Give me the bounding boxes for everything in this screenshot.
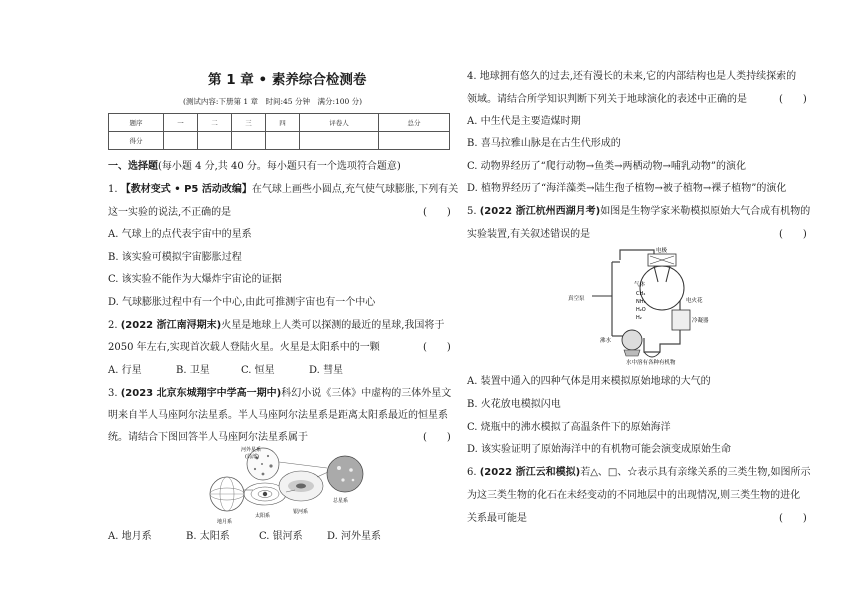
label-condenser: 冷凝器 bbox=[692, 318, 709, 324]
label-solar-system: 太阳系 bbox=[255, 513, 271, 519]
q2-number: 2. bbox=[108, 320, 121, 331]
q3-source: (2023 北京东城翔宇中学高一期中) bbox=[120, 388, 282, 399]
q1-option-d: D. 气球膨胀过程中有一个中心,由此可推测宇宙也有一个中心 bbox=[108, 297, 376, 308]
table-row bbox=[109, 132, 450, 150]
label-organic-water: 水中溶有各种有机物 bbox=[626, 360, 676, 366]
boiling-flask bbox=[622, 330, 642, 350]
q1-stem-line2: 这一实验的说法,不正确的是 bbox=[108, 207, 232, 218]
label-h2: H₂ bbox=[636, 315, 642, 321]
score-table-cell: 得分 bbox=[109, 132, 164, 150]
q5-number: 5. bbox=[467, 206, 480, 217]
q4-option-d: D. 植物界经历了“海洋藻类→陆生孢子植物→被子植物→裸子植物”的演化 bbox=[467, 183, 787, 194]
miller-experiment-diagram bbox=[562, 242, 727, 366]
label-milky-way: 银河系 bbox=[293, 509, 309, 515]
label-extragalactic: 河外星系 bbox=[241, 447, 262, 453]
score-table-cell: 二 bbox=[198, 114, 232, 132]
score-table-cell bbox=[164, 132, 198, 150]
q3-option-c: C. 银河系 bbox=[259, 531, 303, 542]
milky-way-figure bbox=[279, 471, 323, 501]
q1-number: 1. bbox=[108, 184, 121, 195]
q5-stem-line1 bbox=[467, 205, 810, 218]
condenser bbox=[672, 310, 690, 330]
q3-stem-line1 bbox=[108, 387, 451, 400]
label-earth-moon: 地月系 bbox=[217, 519, 233, 525]
score-table-cell: 总分 bbox=[379, 114, 450, 132]
q6-stem-line2: 为这三类生物的化石在未经变动的不同地层中的出现情况,则三类生物的进化 bbox=[467, 490, 801, 501]
section-heading-rest: (每小题 4 分,共 40 分。每小题只有一个选项符合题意) bbox=[158, 161, 401, 172]
label-total-galaxy: 总星系 bbox=[333, 498, 349, 504]
q3-answer-paren: ( ) bbox=[423, 432, 451, 443]
reaction-flask bbox=[640, 266, 684, 310]
score-table bbox=[108, 113, 450, 150]
q6-stem-line3: 关系最可能是 bbox=[467, 513, 527, 524]
score-table-cell: 一 bbox=[164, 114, 198, 132]
label-ch4: CH₄ bbox=[636, 291, 646, 297]
q6-number: 6. bbox=[467, 467, 480, 478]
galaxy-hierarchy-diagram bbox=[205, 444, 385, 528]
label-nh3: NH₃ bbox=[636, 299, 646, 305]
q4-option-a: A. 中生代是主要造煤时期 bbox=[467, 116, 581, 127]
section-heading-bold: 一、选择题 bbox=[108, 161, 158, 172]
label-boiling-water: 沸水 bbox=[600, 338, 612, 344]
page-title: 第 1 章 • 素养综合检测卷 bbox=[208, 72, 367, 88]
score-table-cell bbox=[300, 132, 379, 150]
q3-number: 3. bbox=[108, 388, 121, 399]
q2-stem1: 火星是地球上人类可以探测的最近的星球,我国将于 bbox=[221, 320, 445, 331]
q1-stem-line1 bbox=[108, 183, 458, 196]
q4-stem-line2: 领域。请结合所学知识判断下列关于地球演化的表述中正确的是 bbox=[467, 94, 747, 105]
score-table-cell: 题序 bbox=[109, 114, 164, 132]
q4-answer-paren: ( ) bbox=[779, 94, 807, 105]
q3-option-b: B. 太阳系 bbox=[186, 531, 230, 542]
q4-stem1: 地球拥有悠久的过去,还有漫长的未来,它的内部结构也是人类持续探索的 bbox=[479, 71, 797, 82]
q2-option-c: C. 恒星 bbox=[241, 365, 275, 376]
q4-option-b: B. 喜马拉雅山脉是在古生代形成的 bbox=[467, 138, 621, 149]
q5-stem-line2: 实验装置,有关叙述错误的是 bbox=[467, 229, 591, 240]
q5-source: (2022 浙江杭州西湖月考) bbox=[479, 206, 601, 217]
score-table-cell bbox=[379, 132, 450, 150]
q1-answer-paren: ( ) bbox=[423, 207, 451, 218]
total-galaxy-figure bbox=[327, 456, 363, 492]
label-h2o: H₂O bbox=[636, 307, 646, 313]
earth-moon-system-figure bbox=[210, 477, 244, 511]
q5-stem1: 如图是生物学家米勒模拟原始大气合成有机物的 bbox=[600, 206, 811, 217]
table-row bbox=[109, 114, 450, 132]
q2-source: (2022 浙江南浔期末) bbox=[120, 320, 222, 331]
label-spark: 电火花 bbox=[686, 298, 703, 304]
q1-source: 【教材变式 • P5 活动改编】 bbox=[120, 184, 252, 195]
q1-option-c: C. 该实验不能作为大爆炸宇宙论的证据 bbox=[108, 274, 282, 285]
q2-option-b: B. 卫星 bbox=[176, 365, 210, 376]
q1-option-a: A. 气球上的点代表宇宙中的星系 bbox=[108, 229, 252, 240]
q2-option-d: D. 彗星 bbox=[309, 365, 344, 376]
q5-option-b: B. 火花放电模拟闪电 bbox=[467, 399, 561, 410]
q6-stem1: 若△、□、☆表示具有亲缘关系的三类生物,如图所示 bbox=[580, 467, 811, 478]
q6-answer-paren: ( ) bbox=[779, 513, 807, 524]
q1-option-b: B. 该实验可模拟宇宙膨胀过程 bbox=[108, 252, 242, 263]
label-gas: 气体 bbox=[634, 282, 646, 288]
q3-stem1: 科幻小说《三体》中虚构的三体外星文 bbox=[281, 388, 452, 399]
q2-stem-line1 bbox=[108, 319, 444, 332]
score-table-cell: 三 bbox=[232, 114, 266, 132]
q5-option-d: D. 该实验证明了原始海洋中的有机物可能会演变成原始生命 bbox=[467, 444, 732, 455]
q1-stem1: 在气球上画些小圆点,充气使气球膨胀,下列有关 bbox=[251, 184, 459, 195]
q4-stem-line1 bbox=[467, 70, 796, 83]
section-heading bbox=[108, 160, 401, 173]
q3-stem-line3: 统。请结合下图回答半人马座阿尔法星系属于 bbox=[108, 432, 308, 443]
q5-option-a: A. 装置中通入的四种气体是用来模拟原始地球的大气的 bbox=[467, 376, 711, 387]
q3-option-a: A. 地月系 bbox=[108, 531, 152, 542]
q6-stem-line1 bbox=[467, 466, 811, 479]
q6-source: (2022 浙江云和模拟) bbox=[479, 467, 581, 478]
q2-option-a: A. 行星 bbox=[108, 365, 142, 376]
label-electrode: 电极 bbox=[656, 248, 668, 254]
q5-answer-paren: ( ) bbox=[779, 229, 807, 240]
q2-stem-line2: 2050 年左右,实现首次载人登陆火星。火星是太阳系中的一颗 bbox=[108, 342, 380, 353]
score-table-cell bbox=[198, 132, 232, 150]
test-info: (测试内容:下册第 1 章 时间:45 分钟 满分:100 分) bbox=[183, 97, 363, 106]
q5-option-c: C. 烧瓶中的沸水模拟了高温条件下的原始海洋 bbox=[467, 422, 671, 433]
score-table-cell: 评卷人 bbox=[300, 114, 379, 132]
q4-number: 4. bbox=[467, 71, 480, 82]
label-partial: (局部) bbox=[245, 454, 259, 460]
q4-option-c: C. 动物界经历了“爬行动物→鱼类→两栖动物→哺乳动物”的演化 bbox=[467, 161, 747, 172]
q3-stem-line2: 明来自半人马座阿尔法星系。半人马座阿尔法星系是距离太阳系最近的恒星系 bbox=[108, 410, 448, 421]
label-vacuum-pump: 真空泵 bbox=[568, 296, 585, 302]
q2-answer-paren: ( ) bbox=[423, 342, 451, 353]
q3-option-d: D. 河外星系 bbox=[327, 531, 382, 542]
score-table-cell bbox=[266, 132, 300, 150]
score-table-cell: 四 bbox=[266, 114, 300, 132]
score-table-cell bbox=[232, 132, 266, 150]
